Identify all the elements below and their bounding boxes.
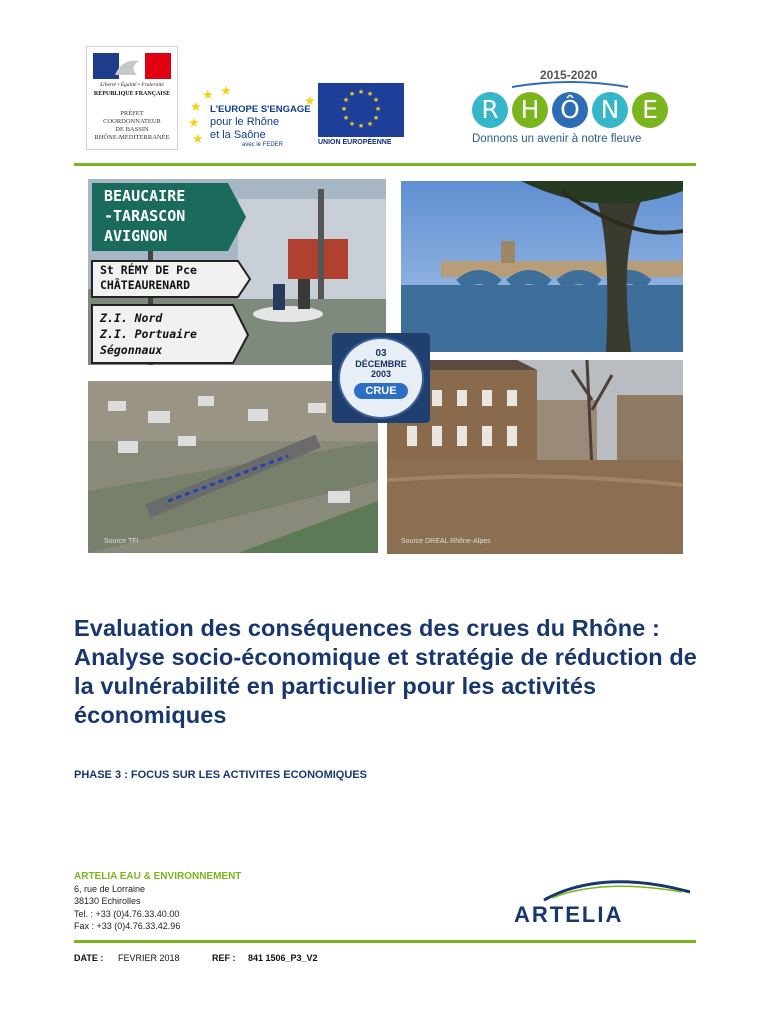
ref-label: REF : [212, 953, 236, 963]
marianne-flag-icon [93, 53, 171, 79]
badge-year: 2003 [370, 369, 392, 379]
prefet-logo [86, 46, 178, 150]
svg-text:★: ★ [348, 90, 356, 98]
rhone-letter: Ô [552, 92, 588, 128]
rhone-letter: E [632, 92, 668, 128]
company-name: ARTELIA EAU & ENVIRONNEMENT [74, 871, 242, 882]
badge-day: 03 [375, 348, 387, 359]
prefet-line: PRÉFET [120, 110, 144, 117]
header-divider [74, 163, 696, 166]
svg-text:★: ★ [357, 88, 365, 96]
company-address-street: 6, rue de Lorraine [74, 884, 146, 894]
svg-text:★: ★ [366, 90, 374, 98]
svg-text:★: ★ [342, 114, 350, 122]
star-icon: ★ [304, 93, 316, 108]
artelia-wordmark: ARTELIA [514, 902, 624, 927]
prefet-line: RHÔNE-MÉDITERRANÉE [94, 134, 170, 141]
rhone-tagline: Donnons un avenir à notre fleuve [472, 133, 642, 145]
company-fax: Fax : +33 (0)4.76.33.42.96 [74, 921, 181, 931]
sign-green [104, 186, 185, 246]
photo-source: Source TFI [104, 538, 139, 545]
svg-text:★: ★ [357, 122, 365, 130]
rhone-letter: N [592, 92, 628, 128]
svg-text:★: ★ [342, 96, 350, 104]
company-address-city: 38130 Echirolles [74, 896, 141, 906]
rhone-letters [472, 92, 668, 128]
sign-line: CHÂTEAURENARD [100, 278, 191, 292]
svg-text:★: ★ [372, 96, 380, 104]
flooded-town-image [387, 360, 683, 554]
sign-line: Ségonnaux [100, 343, 163, 357]
sign-line: -TARASCON [104, 207, 186, 225]
photo-flooded-town [387, 360, 683, 554]
star-icon: ★ [188, 115, 200, 130]
flooded-bridge-image [401, 181, 683, 352]
date-value: FEVRIER 2018 [118, 953, 180, 963]
devise-text: Liberté • Égalité • Fraternité [100, 82, 164, 88]
europe-engage-line2: pour le Rhône [210, 116, 280, 128]
plan-rhone-logo [470, 68, 676, 148]
badge-crue: CRUE [354, 383, 408, 399]
phase-subtitle: PHASE 3 : FOCUS SUR LES ACTIVITES ECONOMIQUES [74, 769, 367, 781]
svg-text:★: ★ [348, 120, 356, 128]
sign-line: AVIGNON [104, 227, 168, 245]
sign-white-2 [100, 310, 197, 358]
document-title: Evaluation des conséquences des crues du Rhône : Analyse socio-économique et stratégie de réduction de la vulnérabilité en particulier pour les activités économiques [74, 615, 697, 728]
crue-badge [338, 337, 424, 419]
svg-text:★: ★ [340, 105, 348, 113]
badge-month: DÉCEMBRE [355, 359, 407, 369]
europe-engage-line4: avec le FEDER [242, 142, 284, 148]
prefet-line: COORDONNATEUR [103, 118, 161, 125]
sign-line: BEAUCAIRE [104, 187, 186, 205]
artelia-logo [512, 872, 696, 932]
sign-line: Z.I. Nord [100, 311, 163, 325]
europe-engage-logo [188, 83, 316, 150]
sign-white-1 [100, 263, 197, 293]
rhone-years: 2015-2020 [540, 68, 598, 82]
svg-text:★: ★ [372, 114, 380, 122]
svg-text:★: ★ [366, 120, 374, 128]
star-icon: ★ [220, 83, 232, 98]
eu-label: UNION EUROPÉENNE [318, 139, 392, 146]
crue-badge-frame [332, 333, 430, 423]
eu-flag-icon [318, 83, 404, 137]
photo-source: Source DREAL Rhône-Alpes [401, 538, 491, 545]
artelia-swoosh-icon [542, 872, 692, 902]
rhone-letter: R [472, 92, 508, 128]
europe-engage-line3: et la Saône [210, 129, 266, 141]
star-icon: ★ [190, 99, 202, 114]
star-icon: ★ [202, 87, 214, 102]
sign-line: Z.I. Portuaire [100, 327, 197, 341]
prefet-line: DE BASSIN [115, 126, 149, 133]
sign-line: St RÉMY DE Pce [100, 263, 197, 277]
company-tel: Tel. : +33 (0)4.76.33.40.00 [74, 909, 180, 919]
republique-text: RÉPUBLIQUE FRANÇAISE [93, 91, 171, 97]
star-icon: ★ [192, 131, 204, 146]
photo-avignon-bridge [401, 181, 683, 352]
date-label: DATE : [74, 953, 104, 963]
rhone-letter: H [512, 92, 548, 128]
ref-value: 841 1506_P3_V2 [248, 953, 318, 963]
footer-divider [74, 940, 696, 943]
europe-engage-line1: L'EUROPE S'ENGAGE [210, 104, 311, 115]
svg-text:★: ★ [374, 105, 382, 113]
